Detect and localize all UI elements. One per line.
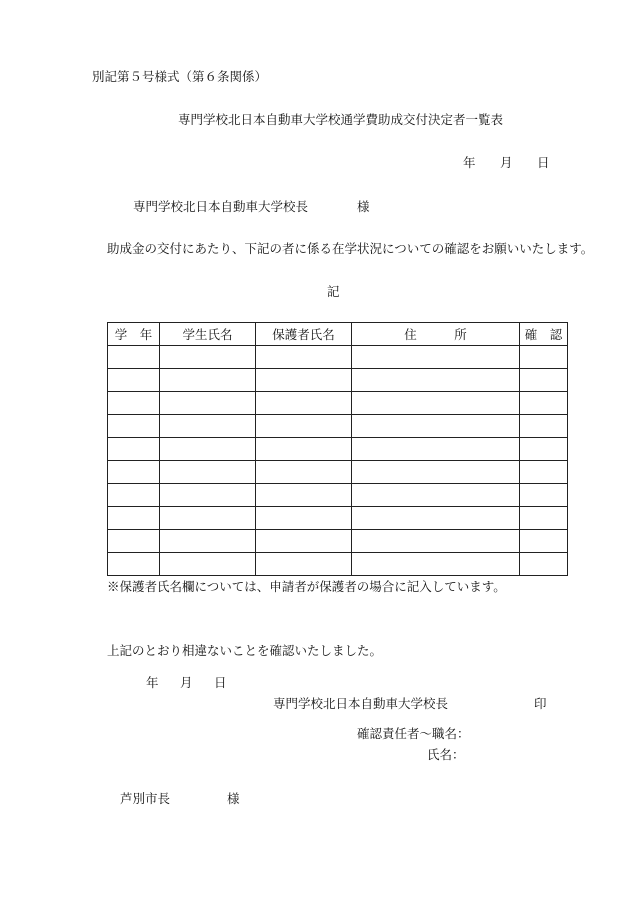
table-row bbox=[108, 484, 568, 507]
table-header-row bbox=[108, 323, 568, 346]
table-row bbox=[108, 346, 568, 369]
cell-address bbox=[352, 553, 520, 576]
cell-grade bbox=[108, 346, 160, 369]
seal-mark: 印 bbox=[534, 696, 547, 711]
cell-grade bbox=[108, 530, 160, 553]
confirm-date-year: 年 bbox=[146, 675, 159, 690]
cell-confirm bbox=[520, 415, 568, 438]
mayor-honorific: 様 bbox=[227, 791, 240, 806]
cell-student-name bbox=[160, 369, 256, 392]
table-note: ※保護者氏名欄については、申請者が保護者の場合に記入しています。 bbox=[107, 579, 506, 594]
cell-grade bbox=[108, 553, 160, 576]
cell-guardian-name bbox=[256, 392, 352, 415]
document-title: 専門学校北日本自動車大学校通学費助成交付決定者一覧表 bbox=[178, 112, 504, 127]
cell-confirm bbox=[520, 346, 568, 369]
cell-confirm bbox=[520, 392, 568, 415]
cell-grade bbox=[108, 438, 160, 461]
header-student-name: 学生氏名 bbox=[160, 323, 256, 346]
cell-student-name bbox=[160, 438, 256, 461]
table-row bbox=[108, 461, 568, 484]
cell-student-name bbox=[160, 415, 256, 438]
cell-student-name bbox=[160, 346, 256, 369]
cell-address bbox=[352, 392, 520, 415]
cell-student-name bbox=[160, 530, 256, 553]
cell-grade bbox=[108, 415, 160, 438]
cell-grade bbox=[108, 369, 160, 392]
cell-guardian-name bbox=[256, 530, 352, 553]
cell-confirm bbox=[520, 369, 568, 392]
cell-grade bbox=[108, 507, 160, 530]
header-address: 住 所 bbox=[352, 323, 520, 346]
cell-address bbox=[352, 438, 520, 461]
form-number: 別記第５号様式（第６条関係） bbox=[92, 69, 268, 84]
cell-confirm bbox=[520, 553, 568, 576]
cell-confirm bbox=[520, 438, 568, 461]
cell-guardian-name bbox=[256, 438, 352, 461]
cell-address bbox=[352, 461, 520, 484]
cell-confirm bbox=[520, 530, 568, 553]
ledger-table bbox=[107, 322, 568, 576]
cell-grade bbox=[108, 484, 160, 507]
confirm-date-day: 日 bbox=[214, 675, 227, 690]
cell-guardian-name bbox=[256, 415, 352, 438]
table-row bbox=[108, 392, 568, 415]
table-row bbox=[108, 369, 568, 392]
addressee-honorific: 様 bbox=[357, 199, 370, 214]
date-year: 年 bbox=[463, 155, 476, 170]
confirmation-text: 上記のとおり相違ないことを確認いたしました。 bbox=[107, 643, 383, 658]
header-grade: 学 年 bbox=[108, 323, 160, 346]
header-guardian-name: 保護者氏名 bbox=[256, 323, 352, 346]
cell-student-name bbox=[160, 484, 256, 507]
cell-guardian-name bbox=[256, 484, 352, 507]
date-day: 日 bbox=[537, 155, 550, 170]
table-row bbox=[108, 415, 568, 438]
school-head: 専門学校北日本自動車大学校長 bbox=[273, 696, 449, 711]
cell-address bbox=[352, 415, 520, 438]
table-row bbox=[108, 553, 568, 576]
cell-grade bbox=[108, 392, 160, 415]
mayor-name: 芦別市長 bbox=[120, 791, 171, 806]
responsible-name: 氏名： bbox=[427, 747, 465, 762]
date-month: 月 bbox=[500, 155, 513, 170]
cell-confirm bbox=[520, 461, 568, 484]
cell-address bbox=[352, 369, 520, 392]
cell-guardian-name bbox=[256, 369, 352, 392]
cell-address bbox=[352, 484, 520, 507]
addressee-name: 専門学校北日本自動車大学校長 bbox=[133, 199, 309, 214]
cell-grade bbox=[108, 461, 160, 484]
cell-guardian-name bbox=[256, 346, 352, 369]
ki-heading: 記 bbox=[327, 284, 340, 299]
cell-student-name bbox=[160, 507, 256, 530]
cell-confirm bbox=[520, 507, 568, 530]
responsible-title: 確認責任者～職名： bbox=[357, 726, 470, 741]
table-row bbox=[108, 507, 568, 530]
cell-guardian-name bbox=[256, 507, 352, 530]
confirm-date-month: 月 bbox=[180, 675, 193, 690]
cell-guardian-name bbox=[256, 461, 352, 484]
header-confirm: 確 認 bbox=[520, 323, 568, 346]
request-text: 助成金の交付にあたり、下記の者に係る在学状況についての確認をお願いいたします。 bbox=[107, 241, 594, 256]
cell-address bbox=[352, 507, 520, 530]
cell-address bbox=[352, 530, 520, 553]
table-row bbox=[108, 530, 568, 553]
cell-confirm bbox=[520, 484, 568, 507]
table-row bbox=[108, 438, 568, 461]
cell-student-name bbox=[160, 553, 256, 576]
cell-guardian-name bbox=[256, 553, 352, 576]
cell-address bbox=[352, 346, 520, 369]
cell-student-name bbox=[160, 392, 256, 415]
cell-student-name bbox=[160, 461, 256, 484]
